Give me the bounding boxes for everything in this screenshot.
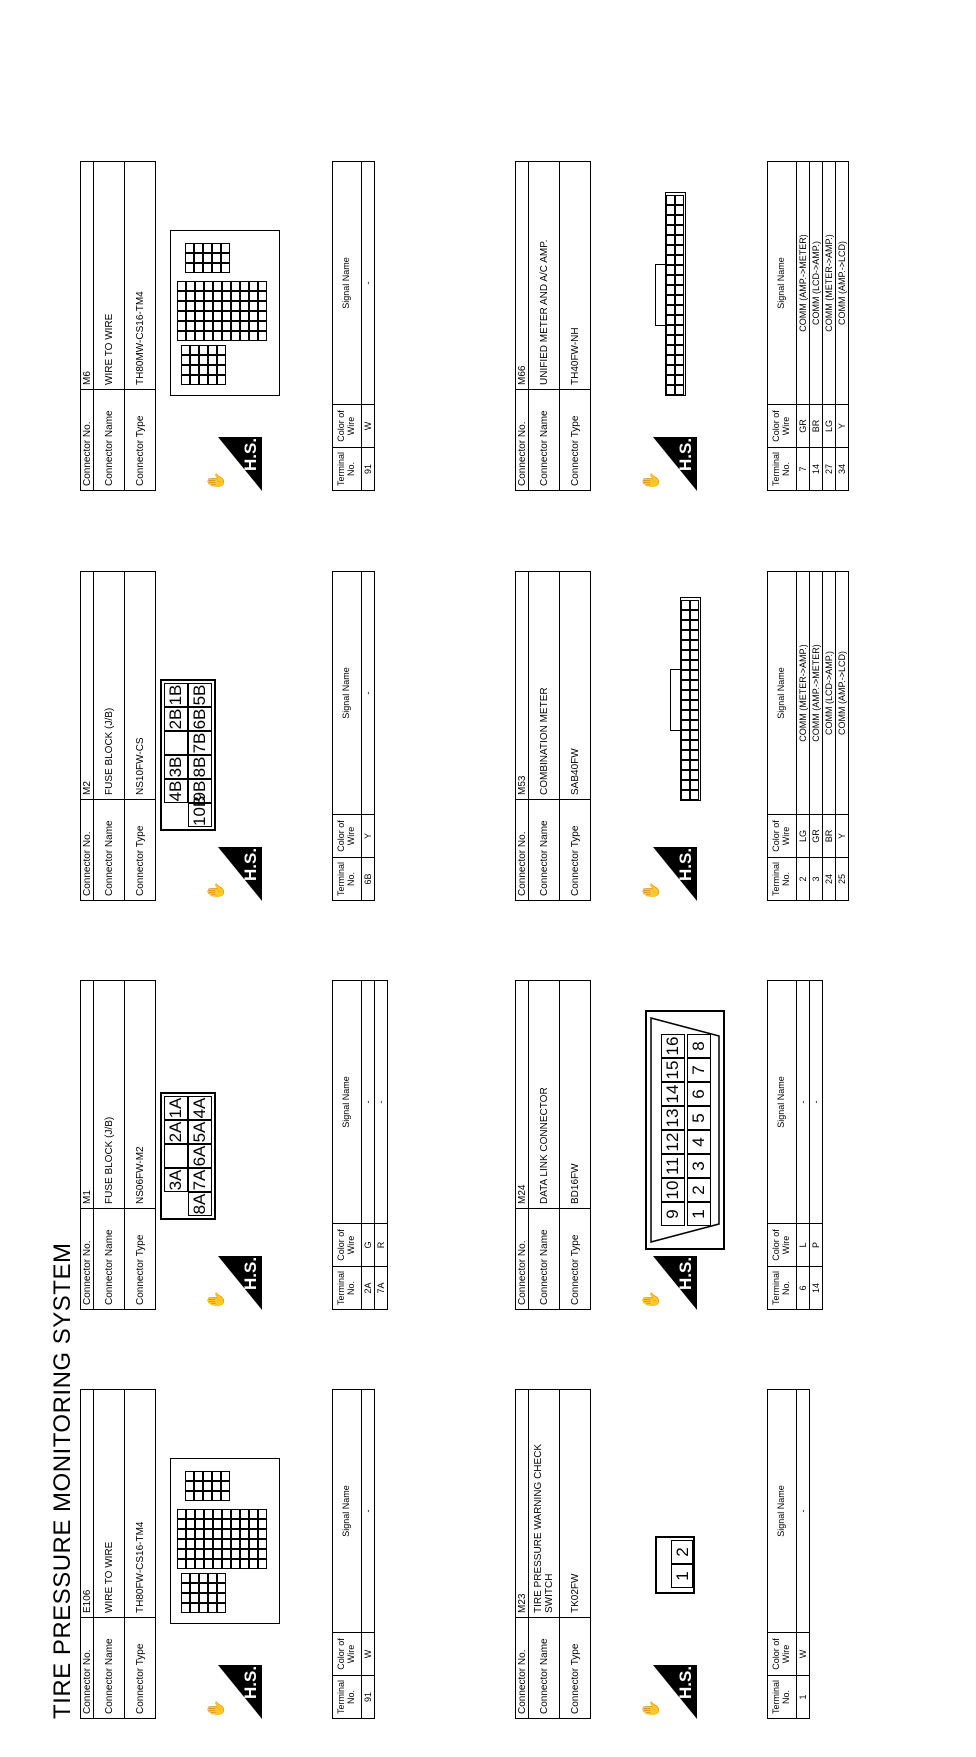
connector-name: FUSE BLOCK (J/B) <box>94 572 125 800</box>
table-row <box>362 1390 375 1719</box>
connector-type-label: Connector Type <box>125 390 156 491</box>
connector-face <box>665 192 686 396</box>
terminal-cavity: 15 <box>661 1058 685 1082</box>
terminal-cavity: 7 <box>687 1058 711 1082</box>
terminal-cavity: 10 <box>661 1178 685 1202</box>
connector-name-label: Connector Name <box>529 1209 560 1310</box>
connector-info-table <box>515 161 591 491</box>
terminal-cavity: 7A <box>188 1168 212 1192</box>
connector-face <box>160 679 216 831</box>
terminal-cavity: 1B <box>164 683 188 707</box>
connector-card <box>515 161 955 491</box>
connector-name: COMBINATION METER <box>529 572 560 800</box>
terminal-table <box>332 571 375 901</box>
terminal-cavity: 12 <box>661 1130 685 1154</box>
color-of-wire-header: Color of Wire <box>768 1633 797 1676</box>
svg-text:H.S.: H.S. <box>676 1665 695 1699</box>
table-row <box>797 162 810 491</box>
hs-marker-icon <box>218 1665 262 1719</box>
terminal-cavity: 4 <box>687 1130 711 1154</box>
connector-type: TK02FW <box>560 1390 591 1618</box>
terminal-cavity: 2A <box>164 1120 188 1144</box>
table-row <box>836 162 849 491</box>
empty-cavity <box>164 731 188 755</box>
connector-no-label: Connector No. <box>81 1618 94 1719</box>
wire-color: G <box>362 1224 375 1267</box>
connector-name-label: Connector Name <box>529 390 560 491</box>
hs-marker-icon <box>653 847 697 901</box>
signal-name-header: Signal Name <box>768 981 797 1224</box>
hs-marker <box>641 1256 697 1310</box>
terminal-cavity: 1A <box>164 1096 188 1120</box>
connector-info-table <box>515 571 591 901</box>
connector-no: M23 <box>516 1390 529 1618</box>
connector-no: M1 <box>81 981 94 1209</box>
connector-info-table <box>80 161 156 491</box>
connector-no: M66 <box>516 162 529 390</box>
signal-name-header: Signal Name <box>768 572 797 815</box>
terminal-table <box>767 1389 810 1719</box>
connector-card <box>80 980 520 1310</box>
signal-name-header: Signal Name <box>333 572 362 815</box>
signal-name: - <box>797 981 810 1224</box>
terminal-no-header: Terminal No. <box>768 448 797 491</box>
terminal-cavity: 2 <box>671 1540 693 1564</box>
connector-type: TH80MW-CS16-TM4 <box>125 162 156 390</box>
terminal-cavity: 5 <box>687 1106 711 1130</box>
color-of-wire-header: Color of Wire <box>333 405 362 448</box>
hs-marker <box>641 847 697 901</box>
wire-color: Y <box>362 815 375 858</box>
terminal-cavity: 4B <box>164 779 188 803</box>
signal-name-header: Signal Name <box>768 162 797 405</box>
connector-type-label: Connector Type <box>560 1618 591 1719</box>
terminal-cavity: 7B <box>188 731 212 755</box>
connector-no-label: Connector No. <box>516 1618 529 1719</box>
terminal-table <box>767 980 823 1310</box>
connector-name-label: Connector Name <box>94 800 125 901</box>
hand-icon: ✋ <box>643 471 660 491</box>
hs-marker <box>206 1256 262 1310</box>
connector-no-label: Connector No. <box>516 1209 529 1310</box>
hs-marker <box>641 1665 697 1719</box>
terminal-no-header: Terminal No. <box>333 448 362 491</box>
table-row <box>375 981 388 1310</box>
connector-face <box>680 597 701 801</box>
terminal-no-header: Terminal No. <box>768 858 797 901</box>
page-title: TIRE PRESSURE MONITORING SYSTEM <box>49 1242 76 1719</box>
hs-marker <box>206 847 262 901</box>
connector-type-label: Connector Type <box>560 800 591 901</box>
connector-face <box>170 230 280 396</box>
connector-type-label: Connector Type <box>560 1209 591 1310</box>
connector-no: M24 <box>516 981 529 1209</box>
signal-name: COMM (METER->AMP.) <box>797 572 810 815</box>
connector-info-table <box>515 1389 591 1719</box>
signal-name: - <box>362 981 375 1224</box>
connector-type-label: Connector Type <box>125 1209 156 1310</box>
terminal-cavity: 8B <box>188 755 212 779</box>
hand-icon: ✋ <box>208 1290 225 1310</box>
connector-type-label: Connector Type <box>560 390 591 491</box>
svg-text:H.S.: H.S. <box>241 1665 260 1699</box>
wire-color: LG <box>797 815 810 858</box>
signal-name-header: Signal Name <box>333 1390 362 1633</box>
connector-info-table <box>80 1389 156 1719</box>
hs-marker-icon <box>218 847 262 901</box>
signal-name: COMM (AMP.->LCD) <box>836 162 849 405</box>
connector-card <box>515 980 955 1310</box>
table-row <box>362 572 375 901</box>
connector-type: SAB40FW <box>560 572 591 800</box>
terminal-no: 6 <box>797 1267 810 1310</box>
terminal-no-header: Terminal No. <box>333 858 362 901</box>
terminal-cavity: 9B <box>188 779 212 803</box>
connector-no: M2 <box>81 572 94 800</box>
hand-icon: ✋ <box>208 471 225 491</box>
connector-type: NS06FW-M2 <box>125 981 156 1209</box>
table-row <box>823 162 836 491</box>
connector-type-label: Connector Type <box>125 800 156 901</box>
svg-text:H.S.: H.S. <box>241 847 260 881</box>
table-row <box>836 572 849 901</box>
terminal-no: 2A <box>362 1267 375 1310</box>
terminal-cavity: 13 <box>661 1106 685 1130</box>
terminal-table <box>332 161 375 491</box>
table-row <box>797 572 810 901</box>
connector-info-table <box>515 980 591 1310</box>
color-of-wire-header: Color of Wire <box>768 1224 797 1267</box>
terminal-cavity: 1 <box>687 1202 711 1226</box>
terminal-no: 91 <box>362 448 375 491</box>
terminal-cavity: 14 <box>661 1082 685 1106</box>
connector-no-label: Connector No. <box>516 800 529 901</box>
empty-cavity <box>164 1144 188 1168</box>
connector-face <box>655 1536 695 1594</box>
terminal-cavity: 11 <box>661 1154 685 1178</box>
connector-face <box>645 1010 725 1250</box>
connector-type: NS10FW-CS <box>125 572 156 800</box>
connector-name: FUSE BLOCK (J/B) <box>94 981 125 1209</box>
wire-color: LG <box>823 405 836 448</box>
wire-color: GR <box>810 815 823 858</box>
hand-icon: ✋ <box>208 1699 225 1719</box>
terminal-cavity: 2 <box>687 1178 711 1202</box>
terminal-cavity: 8 <box>687 1034 711 1058</box>
terminal-no: 1 <box>797 1676 810 1719</box>
terminal-no: 91 <box>362 1676 375 1719</box>
hand-icon: ✋ <box>208 881 225 901</box>
hs-marker-icon <box>653 437 697 491</box>
connector-no-label: Connector No. <box>81 390 94 491</box>
connector-card <box>515 571 955 901</box>
table-row <box>810 572 823 901</box>
hs-marker-icon <box>653 1665 697 1719</box>
connector-card <box>515 1389 955 1719</box>
connector-name-label: Connector Name <box>94 1618 125 1719</box>
hand-icon: ✋ <box>643 881 660 901</box>
connector-name: TIRE PRESSURE WARNING CHECK SWITCH <box>529 1390 560 1618</box>
signal-name: COMM (AMP.->LCD) <box>836 572 849 815</box>
terminal-no-header: Terminal No. <box>333 1676 362 1719</box>
connector-card <box>80 571 520 901</box>
table-row <box>797 981 810 1310</box>
terminal-cavity: 1 <box>671 1564 693 1588</box>
terminal-no: 27 <box>823 448 836 491</box>
terminal-cavity: 16 <box>661 1034 685 1058</box>
table-row <box>362 981 375 1310</box>
terminal-cavity: 2B <box>164 707 188 731</box>
signal-name: COMM (METER->AMP.) <box>823 162 836 405</box>
terminal-cavity: 10B <box>188 803 212 827</box>
terminal-cavity: 3A <box>164 1168 188 1192</box>
terminal-cavity: 8A <box>188 1192 212 1216</box>
wire-color: W <box>797 1633 810 1676</box>
wire-color: BR <box>823 815 836 858</box>
hs-marker <box>641 437 697 491</box>
terminal-cavity: 6 <box>687 1082 711 1106</box>
table-row <box>810 981 823 1310</box>
terminal-cavity: 3B <box>164 755 188 779</box>
connector-no: M53 <box>516 572 529 800</box>
hs-marker-icon <box>218 437 262 491</box>
svg-text:H.S.: H.S. <box>241 1256 260 1290</box>
terminal-cavity: 4A <box>188 1096 212 1120</box>
signal-name-header: Signal Name <box>333 981 362 1224</box>
signal-name: - <box>362 1390 375 1633</box>
wire-color: R <box>375 1224 388 1267</box>
signal-name: COMM (AMP.->METER) <box>810 572 823 815</box>
wire-color: Y <box>836 405 849 448</box>
connector-no: E106 <box>81 1390 94 1618</box>
connector-name-label: Connector Name <box>529 1618 560 1719</box>
connector-no: M6 <box>81 162 94 390</box>
terminal-no: 7 <box>797 448 810 491</box>
svg-text:H.S.: H.S. <box>676 1256 695 1290</box>
signal-name: COMM (LCD->AMP.) <box>823 572 836 815</box>
terminal-table <box>332 1389 375 1719</box>
wire-color: GR <box>797 405 810 448</box>
connector-face <box>170 1458 280 1624</box>
hs-marker <box>206 437 262 491</box>
wire-color: Y <box>836 815 849 858</box>
signal-name: - <box>797 1390 810 1633</box>
terminal-no-header: Terminal No. <box>333 1267 362 1310</box>
table-row <box>362 162 375 491</box>
connector-type-label: Connector Type <box>125 1618 156 1719</box>
connector-face <box>160 1092 216 1220</box>
terminal-no: 7A <box>375 1267 388 1310</box>
terminal-no: 24 <box>823 858 836 901</box>
connector-name-label: Connector Name <box>94 1209 125 1310</box>
color-of-wire-header: Color of Wire <box>333 1224 362 1267</box>
wire-color: BR <box>810 405 823 448</box>
hand-icon: ✋ <box>643 1699 660 1719</box>
connector-name: WIRE TO WIRE <box>94 162 125 390</box>
connector-card <box>80 161 520 491</box>
connector-no-label: Connector No. <box>81 800 94 901</box>
wire-color: P <box>810 1224 823 1267</box>
connector-no-label: Connector No. <box>81 1209 94 1310</box>
terminal-no-header: Terminal No. <box>768 1676 797 1719</box>
color-of-wire-header: Color of Wire <box>333 1633 362 1676</box>
color-of-wire-header: Color of Wire <box>768 815 797 858</box>
hs-marker <box>206 1665 262 1719</box>
wire-color: L <box>797 1224 810 1267</box>
terminal-no: 6B <box>362 858 375 901</box>
signal-name: COMM (AMP.->METER) <box>797 162 810 405</box>
signal-name: - <box>810 981 823 1224</box>
connector-info-table <box>80 571 156 901</box>
terminal-cavity: 6A <box>188 1144 212 1168</box>
connector-type: TH40FW-NH <box>560 162 591 390</box>
terminal-no: 2 <box>797 858 810 901</box>
signal-name: COMM (LCD->AMP.) <box>810 162 823 405</box>
terminal-no: 14 <box>810 1267 823 1310</box>
connector-card <box>80 1389 520 1719</box>
terminal-no-header: Terminal No. <box>768 1267 797 1310</box>
terminal-no: 14 <box>810 448 823 491</box>
table-row <box>823 572 836 901</box>
connector-type: BD16FW <box>560 981 591 1209</box>
connector-name: UNIFIED METER AND A/C AMP. <box>529 162 560 390</box>
connector-name-label: Connector Name <box>529 800 560 901</box>
table-row <box>810 162 823 491</box>
terminal-no: 25 <box>836 858 849 901</box>
color-of-wire-header: Color of Wire <box>768 405 797 448</box>
connector-name: WIRE TO WIRE <box>94 1390 125 1618</box>
terminal-table <box>767 571 849 901</box>
connector-info-table <box>80 980 156 1310</box>
terminal-cavity: 9 <box>661 1202 685 1226</box>
signal-name-header: Signal Name <box>333 162 362 405</box>
terminal-cavity: 6B <box>188 707 212 731</box>
terminal-no: 34 <box>836 448 849 491</box>
connector-name: DATA LINK CONNECTOR <box>529 981 560 1209</box>
terminal-cavity: 5B <box>188 683 212 707</box>
hs-marker-icon <box>218 1256 262 1310</box>
svg-text:H.S.: H.S. <box>676 437 695 471</box>
table-row <box>797 1390 810 1719</box>
connector-no-label: Connector No. <box>516 390 529 491</box>
signal-name: - <box>362 162 375 405</box>
connector-name-label: Connector Name <box>94 390 125 491</box>
svg-text:H.S.: H.S. <box>241 437 260 471</box>
hand-icon: ✋ <box>643 1290 660 1310</box>
terminal-no: 3 <box>810 858 823 901</box>
terminal-cavity: 5A <box>188 1120 212 1144</box>
signal-name: - <box>375 981 388 1224</box>
svg-text:H.S.: H.S. <box>676 847 695 881</box>
terminal-cavity: 3 <box>687 1154 711 1178</box>
color-of-wire-header: Color of Wire <box>333 815 362 858</box>
connector-type: TH80FW-CS16-TM4 <box>125 1390 156 1618</box>
signal-name: - <box>362 572 375 815</box>
terminal-table <box>332 980 388 1310</box>
wire-color: W <box>362 405 375 448</box>
signal-name-header: Signal Name <box>768 1390 797 1633</box>
terminal-table <box>767 161 849 491</box>
wire-color: W <box>362 1633 375 1676</box>
hs-marker-icon <box>653 1256 697 1310</box>
